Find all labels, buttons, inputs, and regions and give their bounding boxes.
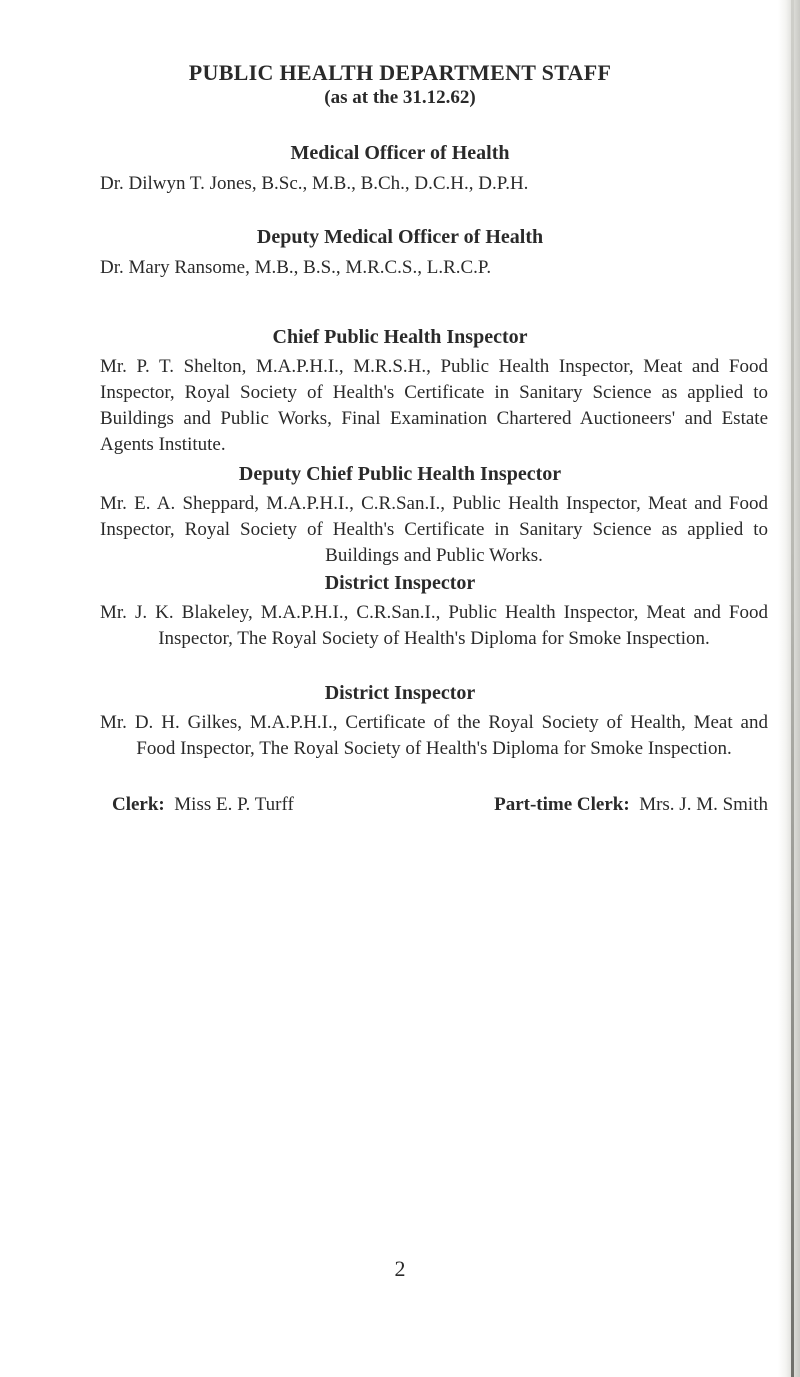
role-details-deputy-medical-officer: Dr. Mary Ransome, M.B., B.S., M.R.C.S., L.R.C.P. [100, 257, 492, 278]
role-details-medical-officer: Dr. Dilwyn T. Jones, B.Sc., M.B., B.Ch., D.C.H., D.P.H. [100, 173, 529, 194]
role-details-district-inspector-1: Mr. J. K. Blakeley, M.A.P.H.I., C.R.San.I., Public Health Inspector, Meat and Food Inspector, The Royal Society of Health's Diploma for Smoke Inspection. [100, 602, 768, 649]
clerk-label: Clerk: [112, 794, 170, 815]
role-heading-medical-officer: Medical Officer of Health [290, 142, 510, 164]
role-heading-district-inspector-1: District Inspector [324, 572, 476, 594]
role-heading-chief-inspector: Chief Public Health Inspector [272, 326, 528, 348]
role-details-district-inspector-2: Mr. D. H. Gilkes, M.A.P.H.I., Certificate of the Royal Society of Health, Meat and Food Inspector, The Royal Society of Health's Diploma for Smoke Inspection. [100, 712, 768, 759]
clerks-row [112, 794, 768, 816]
role-details-chief-inspector: Mr. P. T. Shelton, M.A.P.H.I., M.R.S.H., Public Health Inspector, Meat and Food Inspector, Royal Society of Health's Certificate in Sanitary Science as applied to Buildings and Public Works, Final Examination Chartered Auctioneers' and Estate Agents Institute. [100, 356, 768, 455]
role-heading-district-inspector-2: District Inspector [324, 682, 476, 704]
clerk-entry [112, 794, 294, 816]
page-subtitle: (as at the 31.12.62) [324, 87, 476, 108]
role-heading-deputy-chief-inspector: Deputy Chief Public Health Inspector [238, 463, 562, 485]
page-number: 2 [394, 1256, 406, 1281]
clerk-name: Miss E. P. Turff [174, 794, 294, 815]
part-time-clerk-entry [494, 794, 768, 816]
part-time-clerk-label: Part-time Clerk: [494, 794, 635, 815]
role-details-deputy-chief-inspector: Mr. E. A. Sheppard, M.A.P.H.I., C.R.San.I., Public Health Inspector, Meat and Food Inspector, Royal Society of Health's Certificate in Sanitary Science as applied to Buildings and Public Works. [100, 493, 768, 566]
page-title: PUBLIC HEALTH DEPARTMENT STAFF [188, 60, 612, 85]
role-heading-deputy-medical-officer: Deputy Medical Officer of Health [256, 226, 544, 248]
part-time-clerk-name: Mrs. J. M. Smith [639, 794, 768, 815]
